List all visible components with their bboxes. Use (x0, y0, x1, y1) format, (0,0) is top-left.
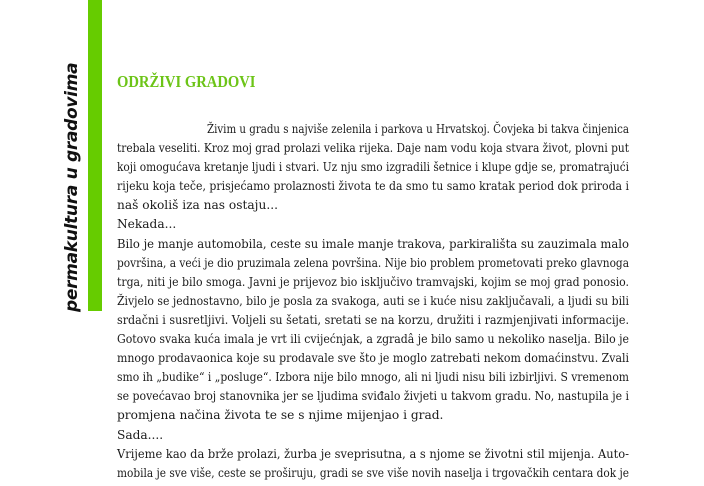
body-line-text: mnogo prodavaonica koje su prodavale sve što je moglo zatrebati nekom domaćinstvu. Zvali (117, 351, 629, 366)
body-line-text: trga, niti je bilo smoga. Javni je prijevoz bio isključivo tramvajski, kojim se moj grad ponosio. (117, 274, 629, 289)
body-line-text: naš okoliš iza nas ostaju... (117, 198, 278, 213)
body-line-text: Bilo je manje automobila, ceste su imale manje trakova, parkirališta su zauzimala malo (117, 236, 629, 251)
body-line-text: koji omogućava kretanje ljudi i stvari. Uz nju smo izgradili šetnice i klupe gdje se, promatrajući (117, 160, 629, 175)
body-line-text: rijeku koja teče, prisjećamo prolaznosti života te da smo tu samo kratak period dok priroda i (117, 179, 629, 194)
body-line (117, 311, 629, 330)
body-line (117, 139, 629, 158)
body-line (117, 158, 629, 177)
body-line (117, 196, 629, 215)
body-line (117, 120, 629, 139)
body-line-text: Vrijeme kao da brže prolazi, žurba je sveprisutna, a s njome se životni stil mijenja. Auto- (117, 446, 629, 461)
body-line-text: Nekada... (117, 217, 177, 232)
body-line (117, 177, 629, 196)
body-line-text: promjena načina života te se s njime mijenjao i grad. (117, 408, 444, 423)
body-line (117, 330, 629, 349)
body-line (117, 292, 629, 311)
body-line (117, 254, 629, 273)
body-line-text: Živjelo se jednostavno, bilo je posla za svakoga, auti se i kuće nisu zaključavali, a ljudi su bili (117, 293, 629, 308)
body-line (117, 235, 629, 254)
accent-bar (88, 0, 102, 311)
body-line-text: srdačni i susretljivi. Voljeli su šetati, sretati se na korzu, družiti i razmjenjivati informacije. (117, 312, 629, 327)
body-line-text: Živim u gradu s najviše zelenila i parkova u Hrvatskoj. Čovjeka bi takva činjenica (207, 122, 629, 136)
body-line-text: se povećavao broj stanovnika jer se ljudima sviđalo živjeti u takvom gradu. No, nastupila je i (117, 389, 629, 404)
body-line (117, 464, 629, 483)
body-line (117, 215, 629, 234)
body-line-text: Gotovo svaka kuća imala je vrt ili cvijećnjak, a zgradâ je bilo samo u nekoliko naselja. Bilo je (117, 332, 629, 347)
body-line (117, 426, 629, 445)
body-line-text: Sada.... (117, 427, 164, 442)
body-line (117, 273, 629, 292)
body-line (117, 387, 629, 406)
body-line (117, 445, 629, 464)
body-line-text: mobila je sve više, ceste se proširuju, gradi se sve više novih naselja i trgovačkih centara dok je (117, 465, 629, 480)
body-line-text: smo ih „budike“ i „posluge“. Izbora nije bilo mnogo, ali ni ljudi nisu bili izbirljivi. S vremenom (117, 370, 629, 385)
body-line-text: trebala veseliti. Kroz moj grad prolazi velika rijeka. Daje nam vodu koja stvara život, plovni put (117, 141, 629, 156)
article-body (117, 120, 629, 483)
body-line (117, 349, 629, 368)
article-heading: ODRŽIVI GRADOVI (117, 72, 256, 91)
body-line-text: površina, a veći je dio pruzimala zelena površina. Nije bio problem prometovati preko glavnoga (117, 255, 629, 270)
body-line (117, 368, 629, 387)
body-line (117, 406, 629, 425)
section-side-title: permakultura u gradovima (62, 62, 82, 312)
